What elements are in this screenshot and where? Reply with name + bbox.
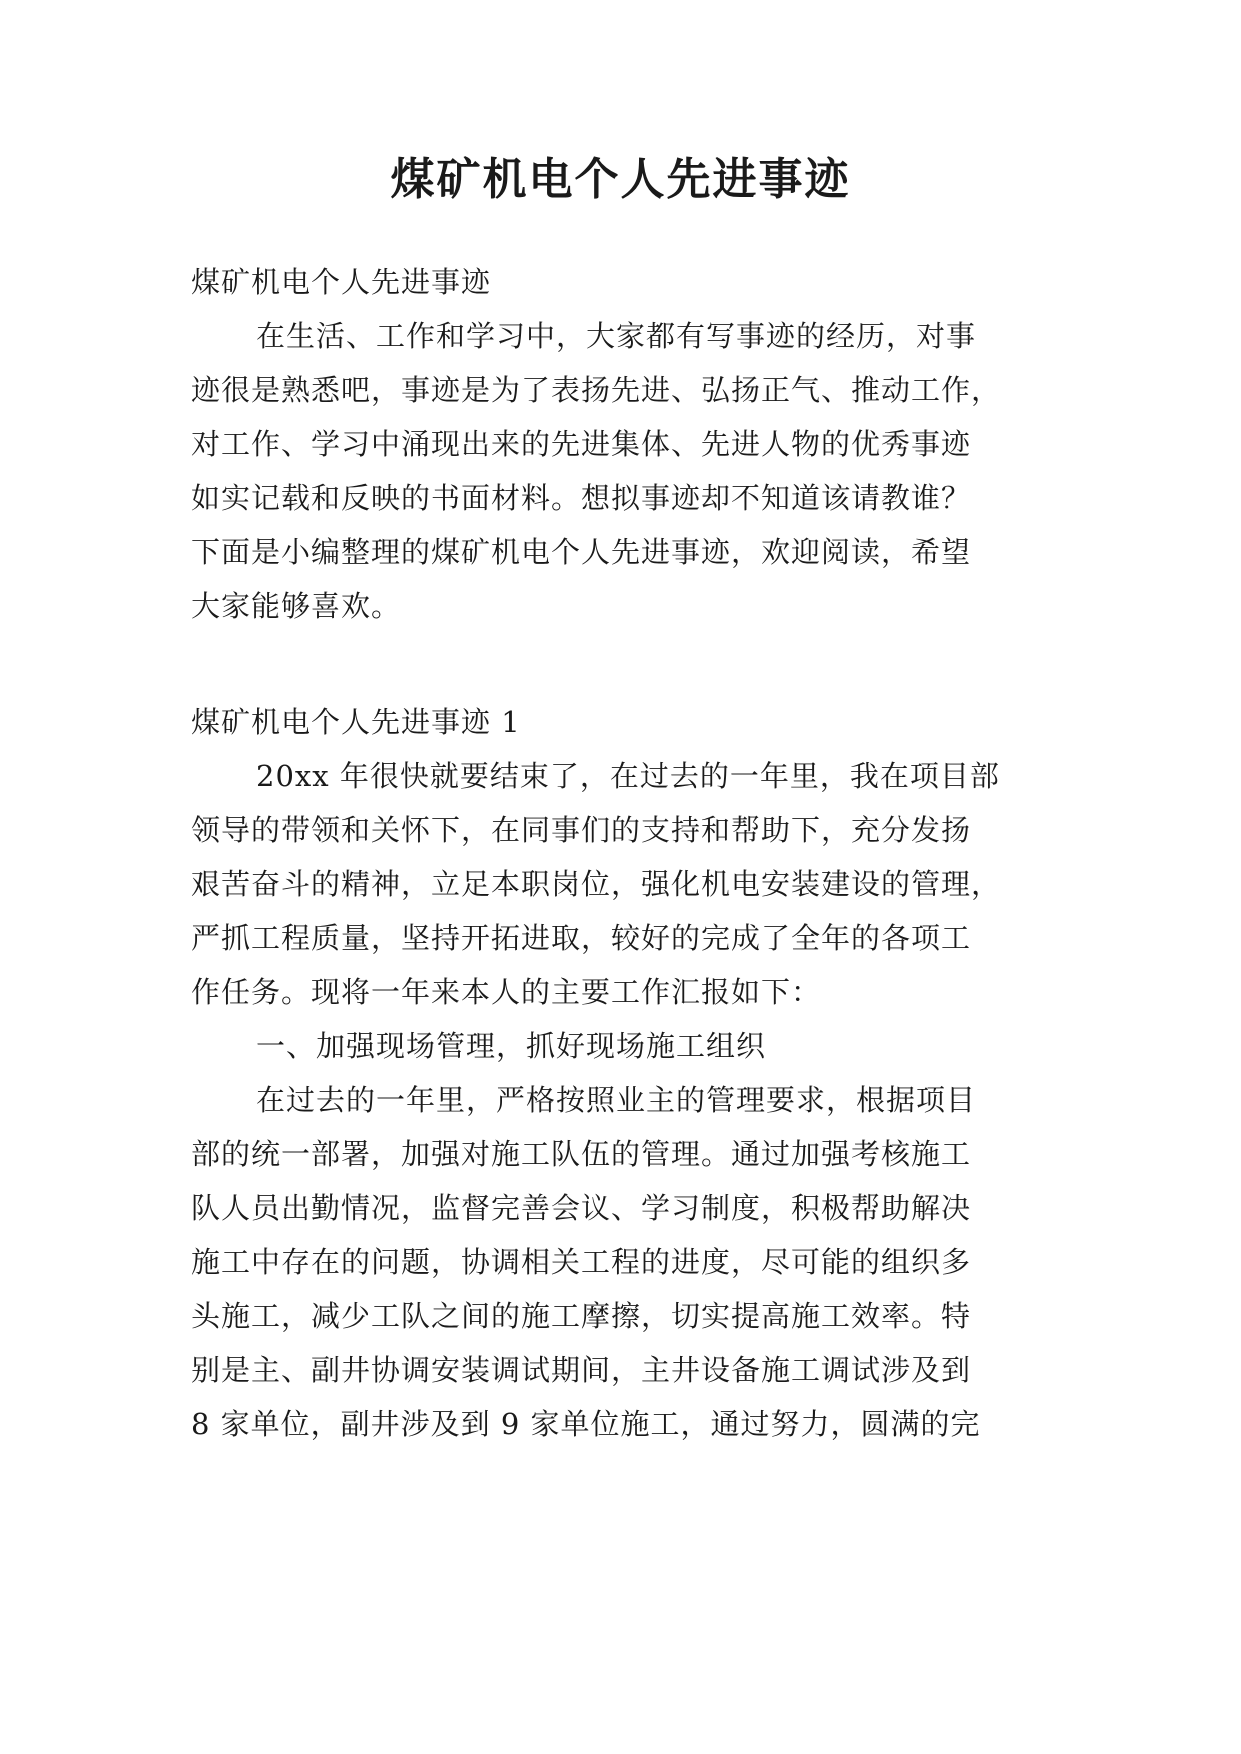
text-line: 部的统一部署，加强对施工队伍的管理。通过加强考核施工 <box>191 1137 972 1171</box>
text-line: 头施工，减少工队之间的施工摩擦，切实提高施工效率。特 <box>191 1299 972 1333</box>
text-line: 严抓工程质量，坚持开拓进取，较好的完成了全年的各项工 <box>191 921 972 955</box>
text-line: 如实记载和反映的书面材料。想拟事迹却不知道该请教谁？ <box>191 481 972 515</box>
text-line: 大家能够喜欢。 <box>191 589 402 623</box>
subsection-heading: 一、加强现场管理，抓好现场施工组织 <box>256 1029 767 1063</box>
text-line: 在生活、工作和学习中，大家都有写事迹的经历，对事 <box>256 319 977 353</box>
text-line: 施工中存在的问题，协调相关工程的进度，尽可能的组织多 <box>191 1245 972 1279</box>
text-line: 队人员出勤情况，监督完善会议、学习制度，积极帮助解决 <box>191 1191 972 1225</box>
section-heading: 煤矿机电个人先进事迹 1 <box>191 705 521 739</box>
document-title: 煤矿机电个人先进事迹 <box>390 154 851 205</box>
text-line: 别是主、副井协调安装调试期间，主井设备施工调试涉及到 <box>191 1353 972 1387</box>
text-line: 对工作、学习中涌现出来的先进集体、先进人物的优秀事迹 <box>191 427 972 461</box>
text-line: 作任务。现将一年来本人的主要工作汇报如下： <box>191 975 822 1009</box>
text-line: 20xx 年很快就要结束了，在过去的一年里，我在项目部 <box>256 759 1000 793</box>
text-line: 艰苦奋斗的精神，立足本职岗位，强化机电安装建设的管理， <box>191 867 1002 901</box>
text-line: 领导的带领和关怀下，在同事们的支持和帮助下，充分发扬 <box>191 813 972 847</box>
text-line: 8 家单位，副井涉及到 9 家单位施工，通过努力，圆满的完 <box>191 1407 981 1441</box>
text-line: 迹很是熟悉吧，事迹是为了表扬先进、弘扬正气、推动工作， <box>191 373 1002 407</box>
text-line: 在过去的一年里，严格按照业主的管理要求，根据项目 <box>256 1083 977 1117</box>
text-line: 下面是小编整理的煤矿机电个人先进事迹，欢迎阅读，希望 <box>191 535 972 569</box>
doc-subtitle: 煤矿机电个人先进事迹 <box>191 265 492 299</box>
